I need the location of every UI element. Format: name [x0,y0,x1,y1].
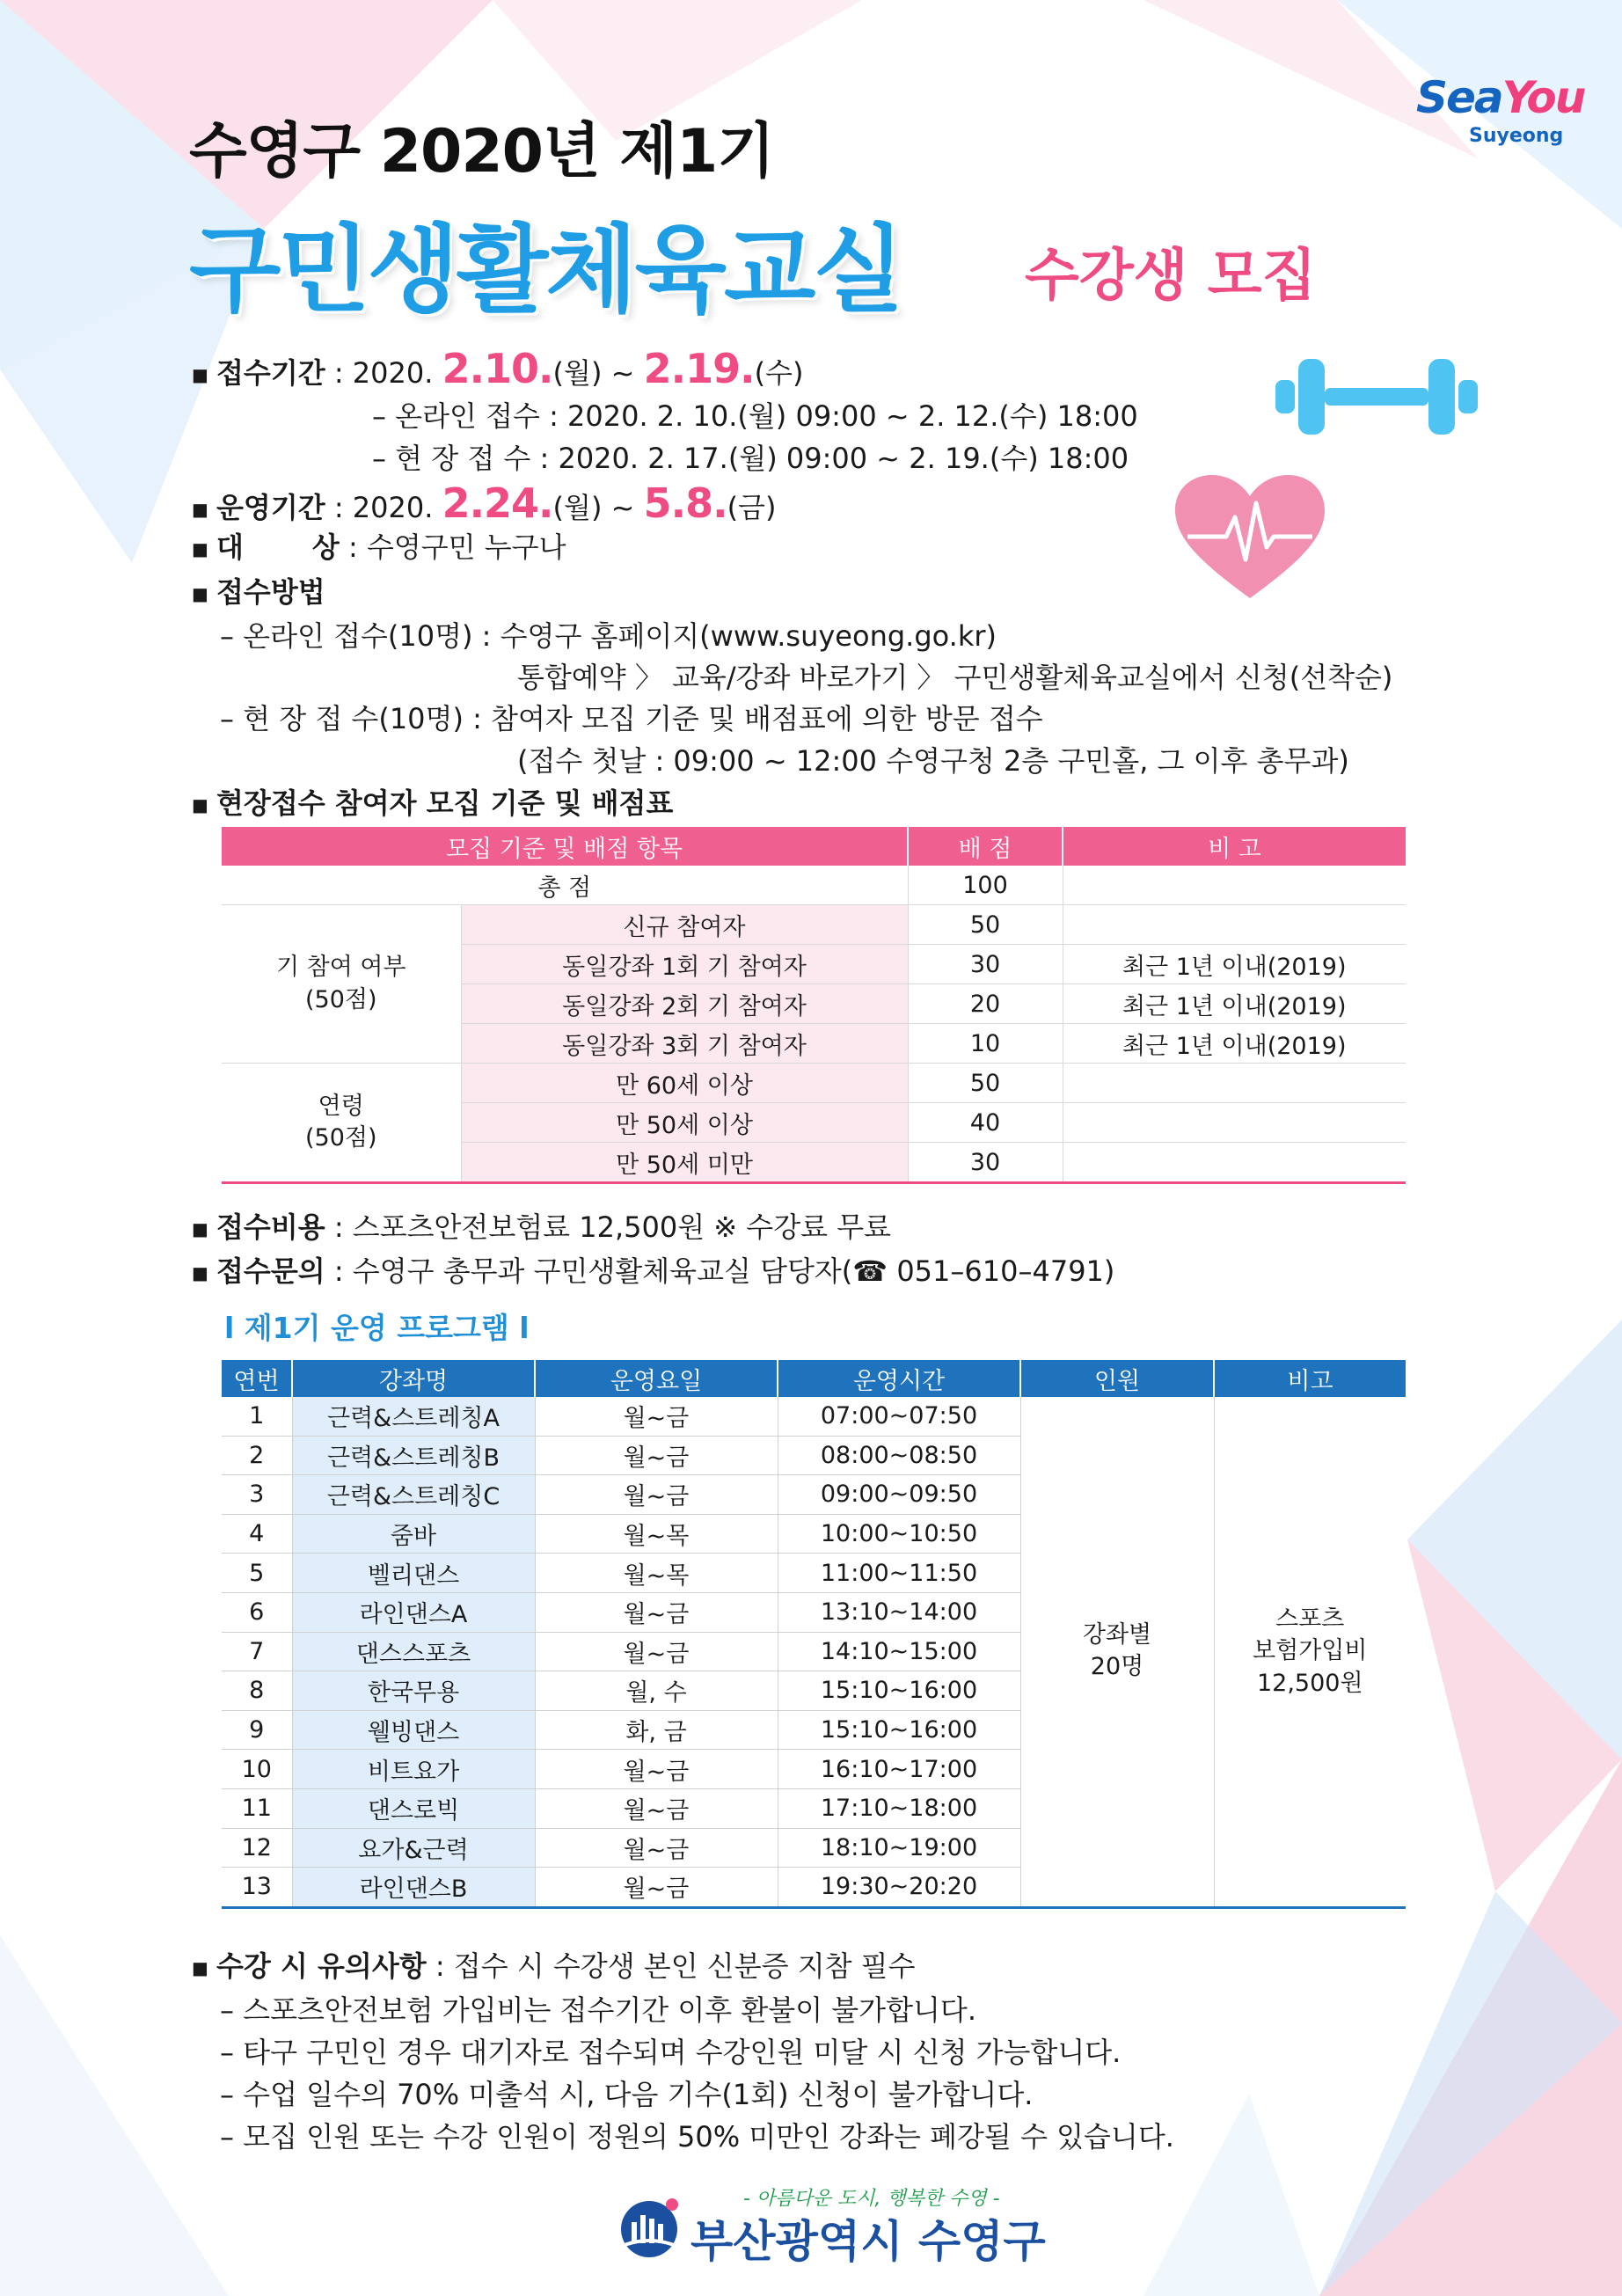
group2-score: 40 [908,1103,1063,1143]
bullet-icon: ■ [192,364,208,385]
row-no: 5 [222,1554,292,1593]
operation-period: ■ 운영기간 : 2020. 2.24.(월) ~ 5.8.(금) [192,479,777,527]
row-no: 9 [222,1710,292,1750]
group1-item: 신규 참여자 [461,905,908,945]
row-days: 월~금 [535,1397,778,1436]
row-days: 화, 금 [535,1710,778,1750]
table-row [222,1064,1406,1103]
row-no: 10 [222,1750,292,1789]
bullet-icon: ■ [192,583,208,604]
row-name: 근력&스트레칭C [292,1475,535,1515]
method-onsite-1: – 현 장 접 수(10명) : 참여자 모집 기준 및 배점표에 의한 방문 접수 [220,702,1043,735]
row-no: 1 [222,1397,292,1436]
row-no: 12 [222,1828,292,1868]
row-days: 월~금 [535,1436,778,1475]
row-no: 2 [222,1436,292,1475]
row-days: 월~금 [535,1788,778,1828]
title-main: 구민생활체육교실 [189,216,902,325]
row-no: 4 [222,1514,292,1554]
caution-item: – 스포츠안전보험 가입비는 접수기간 이후 환불이 불가합니다. [220,1993,977,2027]
row-time: 09:00~09:50 [778,1475,1020,1515]
row-name: 요가&근력 [292,1828,535,1868]
row-time: 19:30~20:20 [778,1868,1020,1908]
group2-note [1063,1064,1406,1103]
reception-period: ■ 접수기간 : 2020. 2.10.(월) ~ 2.19.(수) [192,345,804,392]
method-online-2: 통합예약 〉 교육/강좌 바로가기 〉 구민생활체육교실에서 신청(선착순) [517,661,1393,694]
row-time: 14:10~15:00 [778,1632,1020,1671]
row-time: 17:10~18:00 [778,1788,1020,1828]
group2-note [1063,1103,1406,1143]
group2-note [1063,1143,1406,1183]
row-name: 근력&스트레칭A [292,1397,535,1436]
bullet-icon: ■ [192,1262,208,1283]
group1-score: 20 [908,984,1063,1024]
group1-score: 10 [908,1024,1063,1064]
group2-item: 만 50세 미만 [461,1143,908,1183]
caution-item: – 타구 구민인 경우 대기자로 접수되며 수강인원 미달 시 신청 가능합니다. [220,2036,1122,2069]
method-online-1: – 온라인 접수(10명) : 수영구 홈페이지(www.suyeong.go.kr) [220,619,997,653]
group2-score: 50 [908,1064,1063,1103]
row-time: 18:10~19:00 [778,1828,1020,1868]
row-days: 월~금 [535,1828,778,1868]
reception-onsite: – 현 장 접 수 : 2020. 2. 17.(월) 09:00 ~ 2. 19.(수) 18:00 [372,442,1129,475]
title-line1: 수영구 2020년 제1기 [189,117,775,186]
row-time: 13:10~14:00 [778,1592,1020,1632]
row-no: 8 [222,1671,292,1711]
method-label: ■ 접수방법 [192,575,325,609]
row-days: 월, 수 [535,1671,778,1711]
score-table [222,827,1406,1184]
row-name: 웰빙댄스 [292,1710,535,1750]
bullet-icon: ■ [192,1218,208,1239]
total-score: 100 [908,866,1063,905]
row-name: 근력&스트레칭B [292,1436,535,1475]
caution-item: – 모집 인원 또는 수강 인원이 정원의 50% 미만인 강좌는 폐강될 수 있습니다. [220,2120,1174,2153]
group2-label: 연령 (50점) [222,1064,461,1183]
row-no: 3 [222,1475,292,1515]
row-time: 10:00~10:50 [778,1514,1020,1554]
header-capacity: 인원 [1020,1360,1214,1397]
bullet-icon: ■ [192,794,208,815]
row-name: 줌바 [292,1514,535,1554]
row-time: 11:00~11:50 [778,1554,1020,1593]
score-header-note: 비 고 [1063,827,1406,866]
score-table-heading: ■ 현장접수 참여자 모집 기준 및 배점표 [192,786,674,820]
footer-name: 부산광역시 수영구 [690,2216,1046,2267]
program-table [222,1360,1406,1909]
reception-online: – 온라인 접수 : 2020. 2. 10.(월) 09:00 ~ 2. 12.(수) 18:00 [372,399,1138,433]
row-no: 13 [222,1868,292,1908]
logo-sub: Suyeong [1469,125,1564,147]
row-name: 댄스스포츠 [292,1632,535,1671]
caution-item: – 수업 일수의 70% 미출석 시, 다음 기수(1회) 신청이 불가합니다. [220,2078,1034,2111]
row-name: 벨리댄스 [292,1554,535,1593]
header-time: 운영시간 [778,1360,1020,1397]
score-table-header [222,827,1406,866]
group1-label: 기 참여 여부 (50점) [222,905,461,1064]
row-time: 15:10~16:00 [778,1671,1020,1711]
row-name: 라인댄스B [292,1868,535,1908]
header-name: 강좌명 [292,1360,535,1397]
group1-note [1063,905,1406,945]
total-note [1063,866,1406,905]
row-no: 11 [222,1788,292,1828]
target: ■ 대 상 : 수영구민 누구나 [192,530,566,564]
fee: ■ 접수비용 : 스포츠안전보험료 12,500원 ※ 수강료 무료 [192,1210,892,1244]
group1-item: 동일강좌 3회 기 참여자 [461,1024,908,1064]
group1-score: 50 [908,905,1063,945]
caution: ■ 수강 시 유의사항 : 접수 시 수강생 본인 신분증 지참 필수 [192,1949,916,1983]
row-time: 07:00~07:50 [778,1397,1020,1436]
table-row [222,905,1406,945]
suyeong-emblem-icon [616,2196,684,2259]
row-days: 월~금 [535,1750,778,1789]
row-name: 라인댄스A [292,1592,535,1632]
program-table-header [222,1360,1406,1397]
row-days: 월~금 [535,1592,778,1632]
group1-item: 동일강좌 1회 기 참여자 [461,945,908,984]
capacity-cell: 강좌별 20명 [1020,1397,1214,1907]
note-cell: 스포츠 보험가입비 12,500원 [1214,1397,1406,1907]
footer-slogan: - 아름다운 도시, 행복한 수영 - [743,2188,1000,2210]
row-no: 6 [222,1592,292,1632]
seayou-logo [1416,55,1585,151]
total-label: 총 점 [222,866,908,905]
row-days: 월~목 [535,1514,778,1554]
row-days: 월~금 [535,1475,778,1515]
group2-item: 만 50세 이상 [461,1103,908,1143]
group2-item: 만 60세 이상 [461,1064,908,1103]
program-title: l 제1기 운영 프로그램 l [224,1311,530,1345]
table-row [222,1397,1406,1436]
group2-score: 30 [908,1143,1063,1183]
score-header-item: 모집 기준 및 배점 항목 [222,827,908,866]
header-no: 연번 [222,1360,292,1397]
logo-word: SeaYou [1416,72,1585,123]
group1-note: 최근 1년 이내(2019) [1063,1024,1406,1064]
method-onsite-2: (접수 첫날 : 09:00 ~ 12:00 수영구청 2층 구민홀, 그 이후 총무과) [517,744,1349,778]
row-name: 댄스로빅 [292,1788,535,1828]
inquiry: ■ 접수문의 : 수영구 총무과 구민생활체육교실 담당자(☎ 051–610–4791) [192,1254,1115,1288]
row-name: 한국무용 [292,1671,535,1711]
row-no: 7 [222,1632,292,1671]
header-note: 비고 [1214,1360,1406,1397]
row-days: 월~금 [535,1632,778,1671]
row-time: 16:10~17:00 [778,1750,1020,1789]
header-days: 운영요일 [535,1360,778,1397]
score-header-score: 배 점 [908,827,1063,866]
bullet-icon: ■ [192,538,208,559]
dumbbell-icon [1275,348,1478,445]
title-suffix: 수강생 모집 [1025,244,1317,309]
group1-note: 최근 1년 이내(2019) [1063,945,1406,984]
row-name: 비트요가 [292,1750,535,1789]
group1-score: 30 [908,945,1063,984]
row-days: 월~목 [535,1554,778,1593]
row-time: 15:10~16:00 [778,1710,1020,1750]
group1-note: 최근 1년 이내(2019) [1063,984,1406,1024]
row-time: 08:00~08:50 [778,1436,1020,1475]
table-row [222,866,1406,905]
bullet-icon: ■ [192,1957,208,1978]
row-days: 월~금 [535,1868,778,1908]
heart-pulse-icon [1175,475,1325,600]
bullet-icon: ■ [192,499,208,520]
group1-item: 동일강좌 2회 기 참여자 [461,984,908,1024]
